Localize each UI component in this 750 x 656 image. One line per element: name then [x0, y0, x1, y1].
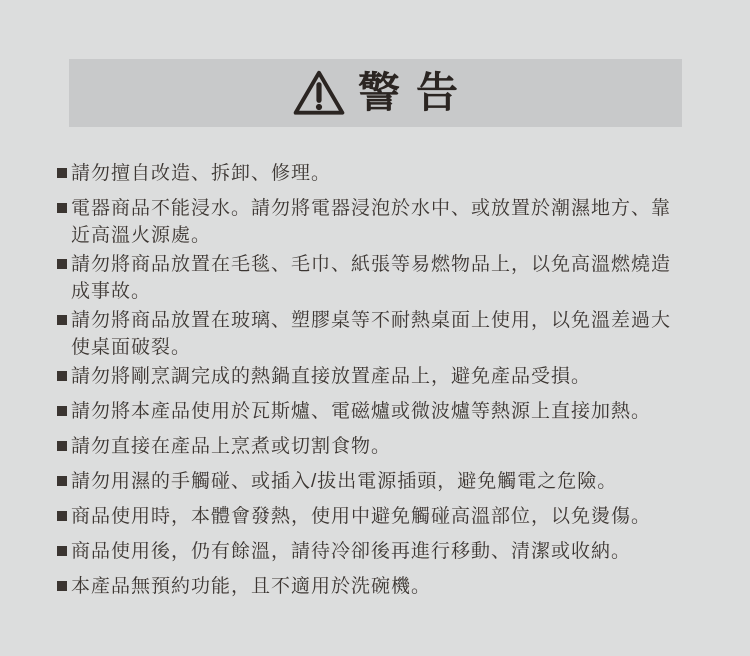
square-bullet-icon	[57, 315, 67, 325]
warning-title: 警告	[357, 69, 474, 116]
warning-text: 請勿將本產品使用於瓦斯爐、電磁爐或微波爐等熱源上直接加熱。	[71, 401, 652, 422]
square-bullet-icon	[57, 203, 67, 213]
warning-item	[57, 573, 698, 600]
square-bullet-icon	[57, 511, 67, 521]
warning-text: 商品使用時，本體會發熱，使用中避免觸碰高溫部位，以免燙傷。	[71, 506, 652, 527]
warning-text: 請勿將商品放置在玻璃、塑膠桌等不耐熱桌面上使用，以免溫差過大	[71, 310, 672, 331]
warning-text: 成事故。	[71, 281, 152, 302]
square-bullet-icon	[57, 476, 67, 486]
warning-item	[57, 503, 698, 530]
warning-item	[57, 398, 698, 425]
warning-text: 本產品無預約功能，且不適用於洗碗機。	[71, 576, 432, 597]
warning-item	[57, 468, 698, 495]
warning-item	[57, 433, 698, 460]
warning-text: 使桌面破裂。	[71, 337, 192, 358]
warning-item	[57, 307, 698, 361]
warning-text: 請勿將剛烹調完成的熱鍋直接放置產品上，避免產品受損。	[71, 366, 592, 387]
square-bullet-icon	[57, 406, 67, 416]
square-bullet-icon	[57, 371, 67, 381]
warning-item	[57, 195, 698, 249]
warning-item	[57, 363, 698, 390]
warning-text: 商品使用後，仍有餘溫，請待冷卻後再進行移動、清潔或收納。	[71, 541, 632, 562]
warning-text: 請勿直接在產品上烹煮或切割食物。	[71, 436, 392, 457]
square-bullet-icon	[57, 168, 67, 178]
warning-text: 請勿將商品放置在毛毯、毛巾、紙張等易燃物品上，以免高溫燃燒造	[71, 254, 672, 275]
warning-text: 請勿擅自改造、拆卸、修理。	[71, 163, 332, 184]
warning-text: 電器商品不能浸水。請勿將電器浸泡於水中、或放置於潮濕地方、靠	[71, 198, 672, 219]
square-bullet-icon	[57, 546, 67, 556]
warning-text: 近高溫火源處。	[71, 225, 212, 246]
warning-item	[57, 160, 698, 187]
warning-triangle-icon	[292, 69, 346, 117]
square-bullet-icon	[57, 441, 67, 451]
warning-list	[0, 160, 750, 600]
warning-item	[57, 538, 698, 565]
square-bullet-icon	[57, 259, 67, 269]
square-bullet-icon	[57, 581, 67, 591]
warning-text: 請勿用濕的手觸碰、或插入/拔出電源插頭，避免觸電之危險。	[71, 471, 618, 492]
warning-item	[57, 251, 698, 305]
warning-header-banner	[69, 59, 682, 127]
